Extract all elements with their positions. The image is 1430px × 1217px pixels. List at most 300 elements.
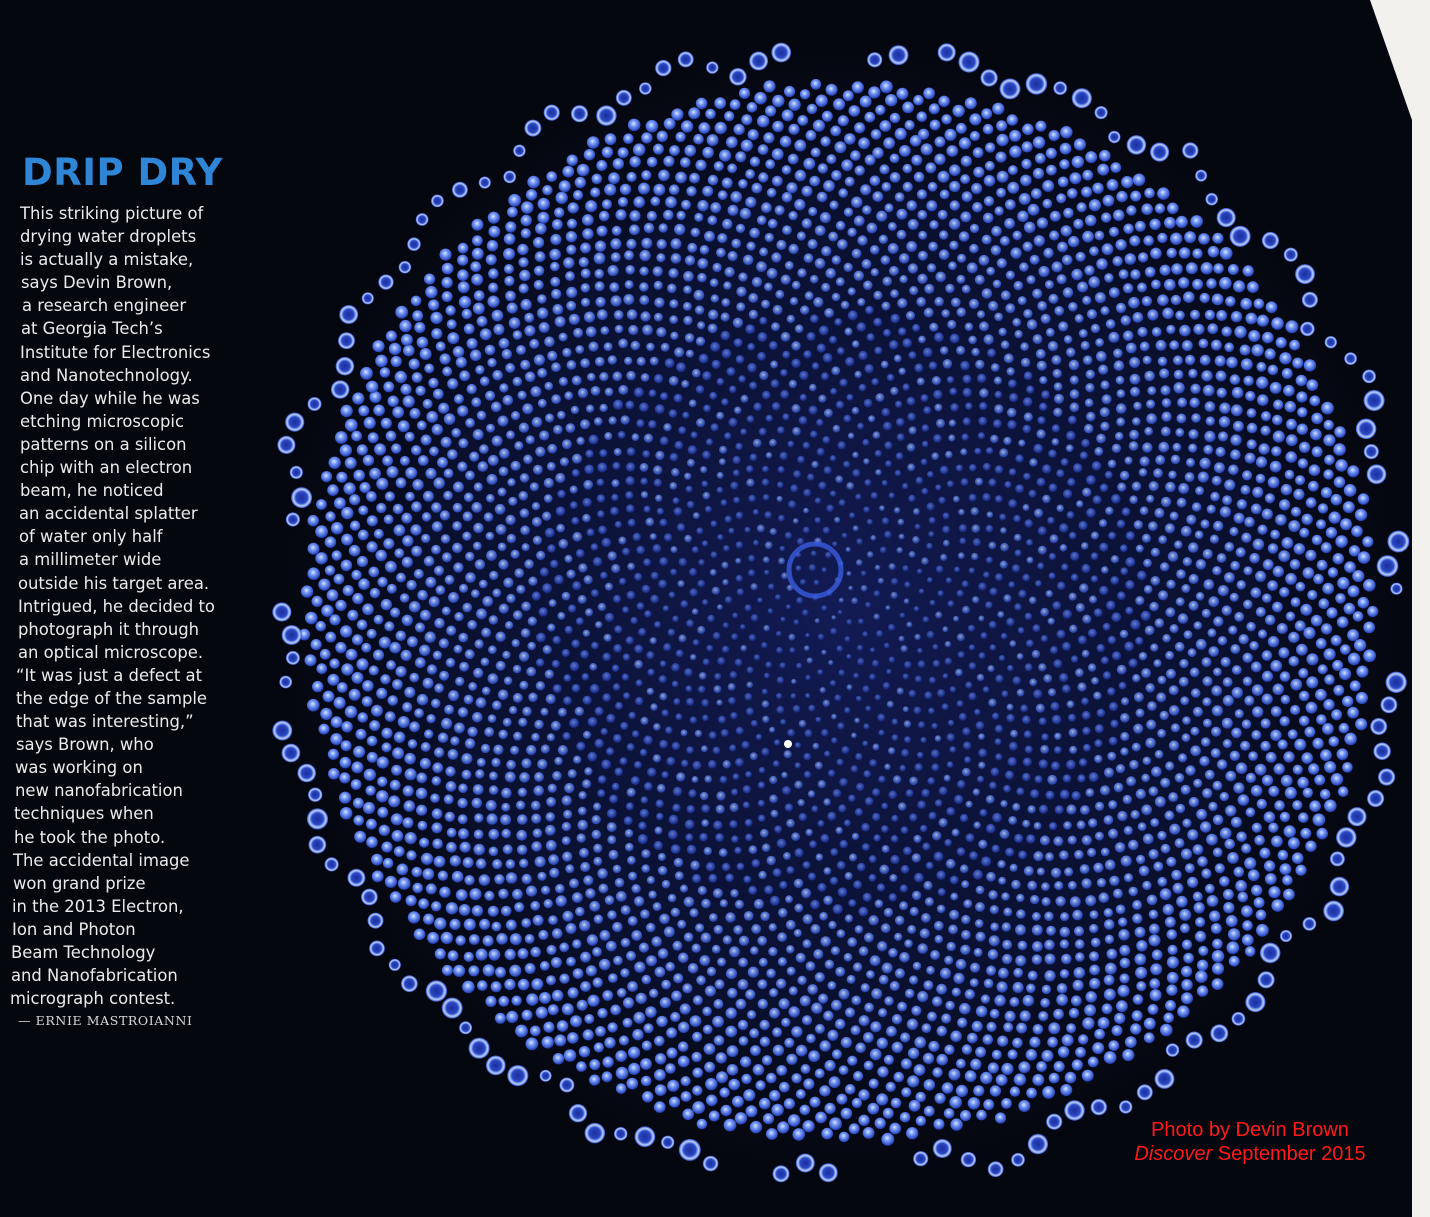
droplet <box>1132 913 1142 923</box>
droplet <box>615 209 626 220</box>
droplet <box>484 512 494 522</box>
droplet <box>701 699 709 707</box>
rim-droplet <box>749 52 768 71</box>
droplet <box>771 379 780 388</box>
droplet <box>418 898 429 909</box>
droplet <box>649 389 657 397</box>
droplet <box>823 1011 833 1021</box>
droplet <box>830 680 836 686</box>
droplet <box>1038 1011 1048 1021</box>
droplet <box>556 192 568 204</box>
droplet <box>301 585 313 597</box>
droplet <box>1037 478 1046 487</box>
droplet <box>1176 896 1188 908</box>
rim-droplet <box>290 466 303 479</box>
droplet <box>366 381 378 393</box>
droplet <box>697 258 708 269</box>
article-line: of water only half <box>19 527 163 547</box>
droplet <box>330 733 342 745</box>
droplet <box>775 594 781 600</box>
droplet <box>550 262 560 272</box>
droplet <box>934 332 944 342</box>
rim-droplet <box>1344 352 1357 365</box>
droplet <box>1141 668 1151 678</box>
droplet <box>469 452 479 462</box>
droplet <box>859 384 867 392</box>
droplet <box>636 679 643 686</box>
droplet <box>386 431 397 442</box>
droplet <box>844 707 850 713</box>
droplet <box>946 577 952 583</box>
droplet <box>1141 611 1151 621</box>
droplet <box>731 835 739 843</box>
droplet <box>864 1061 874 1071</box>
droplet <box>1070 896 1081 907</box>
droplet <box>1248 869 1260 881</box>
droplet <box>453 503 463 513</box>
droplet <box>308 543 320 555</box>
droplet <box>950 876 959 885</box>
droplet <box>1193 844 1204 855</box>
droplet <box>1211 685 1222 696</box>
droplet <box>1351 526 1363 538</box>
droplet <box>1337 748 1349 760</box>
droplet <box>601 760 611 770</box>
droplet <box>862 843 870 851</box>
droplet <box>861 571 866 576</box>
rim-droplet <box>933 1139 952 1158</box>
droplet <box>759 1020 769 1030</box>
droplet <box>1176 804 1186 814</box>
droplet <box>594 417 603 426</box>
droplet <box>1136 981 1146 991</box>
droplet <box>532 502 540 510</box>
droplet <box>1230 644 1240 654</box>
droplet <box>774 739 780 745</box>
droplet <box>587 528 595 536</box>
droplet <box>996 120 1007 131</box>
droplet <box>952 829 960 837</box>
droplet <box>1094 608 1103 617</box>
droplet <box>381 842 392 853</box>
droplet <box>387 466 399 478</box>
droplet <box>468 965 479 976</box>
droplet <box>1102 1003 1113 1014</box>
droplet <box>815 1069 825 1079</box>
droplet <box>1181 526 1192 537</box>
droplet <box>628 1047 640 1059</box>
droplet <box>856 696 862 702</box>
droplet <box>934 136 945 147</box>
droplet <box>474 830 484 840</box>
droplet <box>1122 1049 1134 1061</box>
droplet <box>906 311 915 320</box>
droplet <box>1235 709 1244 718</box>
droplet <box>337 682 348 693</box>
droplet <box>1057 242 1068 253</box>
droplet <box>1271 446 1281 456</box>
droplet <box>901 749 909 757</box>
droplet <box>831 946 840 955</box>
droplet <box>772 95 784 107</box>
droplet <box>699 672 707 680</box>
droplet <box>1271 706 1282 717</box>
droplet <box>803 861 811 869</box>
droplet <box>831 170 842 181</box>
droplet <box>464 919 476 931</box>
droplet <box>909 690 917 698</box>
droplet <box>1054 394 1064 404</box>
droplet <box>1023 309 1032 318</box>
droplet <box>489 615 499 625</box>
droplet <box>1013 968 1023 978</box>
droplet <box>1220 792 1229 801</box>
droplet <box>1049 1073 1060 1084</box>
droplet <box>747 343 755 351</box>
droplet <box>402 535 413 546</box>
droplet <box>1228 626 1237 635</box>
droplet <box>971 507 979 515</box>
droplet <box>917 569 922 574</box>
credit-date: September 2015 <box>1217 1143 1366 1165</box>
droplet <box>555 316 566 327</box>
droplet <box>454 612 463 621</box>
droplet <box>1156 340 1167 351</box>
droplet <box>1087 848 1096 857</box>
droplet <box>988 542 996 550</box>
droplet <box>1084 424 1094 434</box>
droplet <box>1038 663 1046 671</box>
droplet <box>709 1111 720 1122</box>
droplet <box>1027 881 1037 891</box>
droplet <box>405 768 417 780</box>
droplet <box>368 567 379 578</box>
droplet <box>1166 984 1177 995</box>
droplet <box>1062 684 1071 693</box>
droplet <box>431 699 441 709</box>
droplet <box>800 579 806 585</box>
droplet <box>475 365 484 374</box>
droplet <box>726 1008 737 1019</box>
droplet <box>926 862 934 870</box>
droplet <box>1056 994 1068 1006</box>
droplet <box>654 313 663 322</box>
droplet <box>786 945 795 954</box>
droplet <box>434 856 446 868</box>
article-line: Institute for Electronics <box>20 342 211 362</box>
droplet <box>447 319 457 329</box>
droplet <box>986 447 993 454</box>
droplet <box>423 914 434 925</box>
droplet <box>1281 484 1292 495</box>
droplet <box>991 226 1002 237</box>
droplet <box>622 673 629 680</box>
droplet <box>1036 429 1045 438</box>
droplet <box>434 566 444 576</box>
droplet <box>1331 635 1342 646</box>
droplet <box>436 341 446 351</box>
droplet <box>943 540 950 547</box>
droplet <box>1161 412 1171 422</box>
droplet <box>600 930 611 941</box>
droplet <box>415 386 425 396</box>
droplet <box>717 958 726 967</box>
droplet <box>1032 912 1041 921</box>
droplet <box>1150 248 1162 260</box>
droplet <box>552 928 563 939</box>
droplet <box>666 757 675 766</box>
droplet <box>334 574 345 585</box>
droplet <box>966 833 975 842</box>
droplet <box>1210 535 1219 544</box>
article-byline: — ERNIE MASTROIANNI <box>18 1013 193 1029</box>
droplet <box>1208 646 1219 657</box>
article-line: One day while he was <box>20 388 200 408</box>
droplet <box>1213 263 1224 274</box>
droplet <box>1097 644 1105 652</box>
droplet <box>1362 536 1373 547</box>
droplet <box>425 468 436 479</box>
droplet <box>1251 730 1261 740</box>
droplet <box>1023 504 1030 511</box>
droplet <box>1324 420 1334 430</box>
droplet <box>1012 318 1021 327</box>
droplet <box>1334 426 1346 438</box>
droplet <box>1134 953 1146 965</box>
droplet <box>417 337 429 349</box>
droplet <box>975 478 983 486</box>
droplet <box>857 423 864 430</box>
droplet <box>996 188 1006 198</box>
droplet <box>858 619 864 625</box>
droplet <box>1261 718 1271 728</box>
droplet <box>1012 564 1020 572</box>
droplet <box>1303 567 1315 579</box>
droplet <box>776 647 783 654</box>
droplet <box>1358 597 1370 609</box>
droplet <box>686 350 694 358</box>
rim-droplet <box>1150 143 1169 162</box>
droplet <box>419 645 430 656</box>
droplet <box>545 413 554 422</box>
droplet <box>1173 355 1183 365</box>
droplet <box>536 681 545 690</box>
droplet <box>888 790 897 799</box>
rim-droplet <box>1195 170 1207 182</box>
droplet <box>776 706 784 714</box>
droplet <box>1274 800 1285 811</box>
droplet <box>760 829 769 838</box>
droplet <box>1083 744 1091 752</box>
droplet <box>401 650 412 661</box>
droplet <box>979 388 989 398</box>
droplet <box>1219 403 1230 414</box>
droplet <box>656 253 665 262</box>
droplet <box>654 1069 666 1081</box>
droplet <box>442 263 454 275</box>
droplet <box>797 231 806 240</box>
droplet <box>1258 443 1269 454</box>
droplet <box>854 718 860 724</box>
droplet <box>511 411 520 420</box>
droplet <box>1116 303 1126 313</box>
droplet <box>638 183 650 195</box>
droplet <box>1260 741 1270 751</box>
droplet <box>1363 649 1376 662</box>
droplet <box>504 233 516 245</box>
droplet <box>520 525 530 535</box>
droplet <box>473 844 485 856</box>
rim-droplet <box>459 1021 472 1034</box>
droplet <box>978 733 985 740</box>
droplet <box>858 907 868 917</box>
droplet <box>975 275 985 285</box>
droplet <box>705 1078 717 1090</box>
droplet <box>957 254 966 263</box>
droplet <box>666 1027 677 1038</box>
droplet <box>770 810 778 818</box>
droplet <box>1016 788 1024 796</box>
droplet <box>985 601 993 609</box>
droplet <box>475 769 484 778</box>
droplet <box>997 860 1005 868</box>
droplet <box>1202 676 1212 686</box>
droplet <box>416 788 428 800</box>
droplet <box>755 1080 765 1090</box>
droplet <box>1057 630 1066 639</box>
droplet <box>1045 280 1054 289</box>
droplet <box>855 925 864 934</box>
droplet <box>626 636 634 644</box>
droplet <box>701 745 708 752</box>
droplet <box>730 803 739 812</box>
droplet <box>380 674 390 684</box>
droplet <box>488 212 500 224</box>
droplet <box>890 855 899 864</box>
droplet <box>1299 716 1310 727</box>
droplet <box>1128 297 1140 309</box>
droplet <box>674 858 684 868</box>
droplet <box>1166 580 1175 589</box>
droplet <box>914 1037 926 1049</box>
droplet <box>960 211 971 222</box>
droplet <box>733 470 740 477</box>
droplet <box>733 773 740 780</box>
droplet <box>547 351 557 361</box>
droplet <box>831 615 836 620</box>
droplet <box>678 634 686 642</box>
droplet <box>860 96 872 108</box>
droplet <box>1224 479 1235 490</box>
droplet <box>975 902 985 912</box>
droplet <box>545 670 554 679</box>
droplet <box>368 432 379 443</box>
droplet <box>876 630 883 637</box>
droplet <box>442 965 453 976</box>
droplet <box>385 876 397 888</box>
droplet <box>533 465 543 475</box>
droplet <box>464 493 474 503</box>
droplet <box>1099 150 1111 162</box>
droplet <box>472 712 483 723</box>
droplet <box>559 333 568 342</box>
droplet <box>503 578 513 588</box>
droplet <box>913 707 921 715</box>
droplet <box>681 380 689 388</box>
droplet <box>1042 495 1051 504</box>
droplet <box>848 586 853 591</box>
droplet <box>1148 849 1158 859</box>
droplet <box>623 294 634 305</box>
droplet <box>1146 400 1155 409</box>
droplet <box>1213 848 1223 858</box>
droplet <box>315 552 327 564</box>
droplet <box>357 556 368 567</box>
droplet <box>554 575 564 585</box>
droplet <box>1063 610 1072 619</box>
droplet <box>489 226 501 238</box>
droplet <box>905 989 915 999</box>
droplet <box>903 706 909 712</box>
droplet <box>539 430 549 440</box>
droplet <box>670 332 678 340</box>
droplet <box>794 140 806 152</box>
droplet <box>713 821 722 830</box>
droplet <box>782 786 791 795</box>
rim-droplet <box>1302 292 1318 308</box>
droplet <box>727 163 737 173</box>
droplet <box>904 661 912 669</box>
droplet <box>505 949 516 960</box>
droplet <box>842 533 848 539</box>
droplet <box>1175 838 1185 848</box>
droplet <box>986 557 993 564</box>
droplet <box>1068 302 1078 312</box>
droplet <box>1273 400 1283 410</box>
droplet <box>965 97 977 109</box>
credit-source <box>1100 1142 1400 1166</box>
droplet <box>366 819 377 830</box>
droplet <box>818 163 828 173</box>
droplet <box>991 363 1000 372</box>
droplet <box>521 602 531 612</box>
droplet <box>845 636 851 642</box>
droplet <box>616 891 627 902</box>
droplet <box>809 176 820 187</box>
droplet <box>1213 521 1223 531</box>
droplet <box>1153 659 1161 667</box>
droplet <box>823 527 830 534</box>
droplet <box>1254 299 1265 310</box>
droplet <box>797 456 805 464</box>
droplet <box>877 1066 888 1077</box>
droplet <box>634 645 643 654</box>
droplet <box>455 677 464 686</box>
droplet <box>1100 306 1109 315</box>
droplet <box>1082 727 1090 735</box>
droplet <box>341 534 353 546</box>
droplet <box>815 225 826 236</box>
droplet <box>669 592 676 599</box>
droplet <box>828 921 836 929</box>
droplet <box>542 583 552 593</box>
droplet <box>942 703 949 710</box>
droplet <box>918 231 927 240</box>
droplet <box>444 469 454 479</box>
droplet <box>1056 505 1064 513</box>
rim-droplet <box>1362 370 1376 384</box>
droplet <box>439 887 450 898</box>
